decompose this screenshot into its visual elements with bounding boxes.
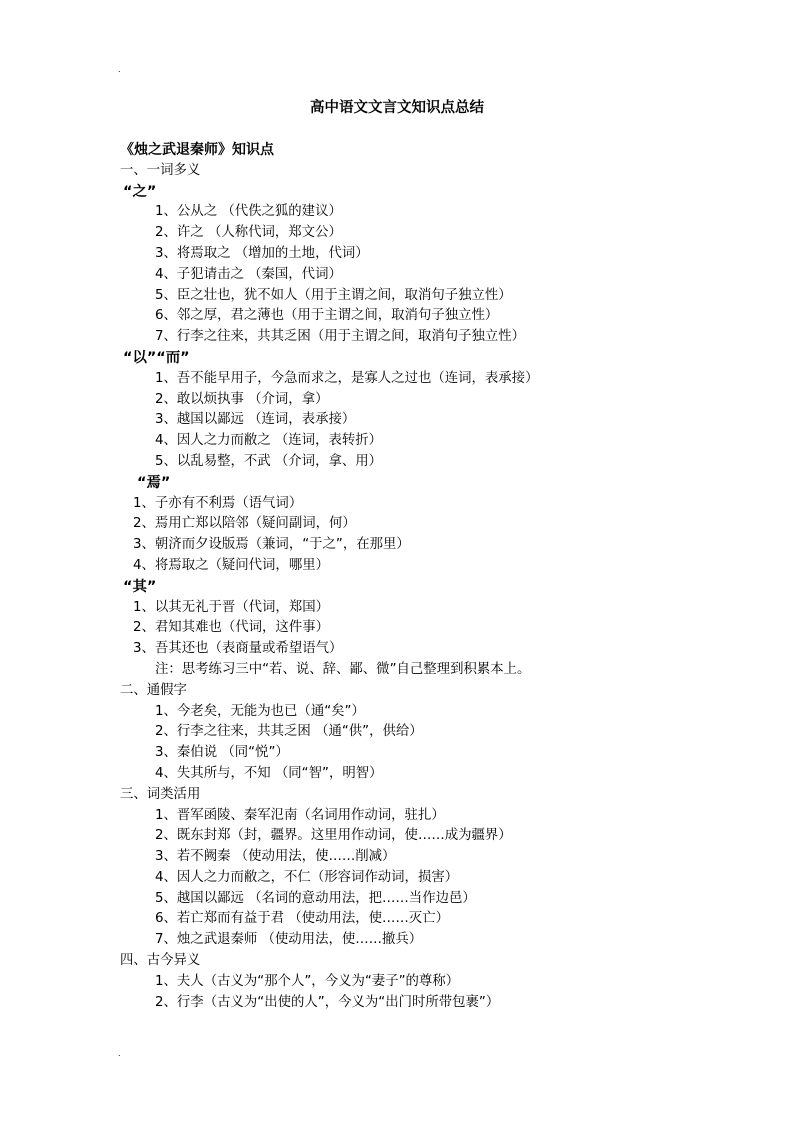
heading-tongjiazi: 二、通假字: [120, 682, 187, 698]
list-item: 2、敢以烦执事 （介词，拿）: [155, 391, 329, 407]
list-item: 1、今老矣，无能为也已（通“矣”）: [155, 703, 365, 719]
list-item: 1、夫人（古义为“那个人”，今义为“妻子”的尊称）: [155, 973, 460, 989]
word-zhi-heading: “之”: [123, 183, 157, 200]
list-item: 1、晋军函陵、秦军氾南（名词用作动词，驻扎）: [155, 807, 445, 823]
word-qi-heading: “其”: [123, 578, 157, 595]
list-item: 6、邻之厚，君之薄也（用于主谓之间，取消句子独立性）: [155, 308, 499, 324]
list-item: 7、行李之往来，共其乏困（用于主谓之间，取消句子独立性）: [155, 329, 526, 345]
bottom-dot-mark: .: [118, 1049, 121, 1058]
list-item: 5、越国以鄙远 （名词的意动用法，把……当作边邑）: [155, 890, 476, 906]
list-item: 2、许之 （人称代词，郑文公）: [155, 225, 342, 241]
list-item: 2、君知其难也（代词，这件事）: [133, 620, 329, 636]
list-item: 3、将焉取之 （增加的土地，代词）: [155, 245, 369, 261]
list-item: 4、因人之力而敝之 （连词，表转折）: [155, 433, 383, 449]
list-item: 3、朝济而夕设版焉（兼词，“于之”，在那里）: [133, 537, 410, 553]
word-yi-er-heading: “以”“而”: [123, 349, 190, 366]
list-item: 3、越国以鄙远 （连词，表承接）: [155, 412, 356, 428]
list-item: 7、烛之武退秦师 （使动用法，使……撤兵）: [155, 932, 423, 948]
section-title: 《烛之武退秦师》知识点: [120, 142, 274, 158]
document-body: [120, 140, 760, 1013]
note-text: 注：思考练习三中“若、说、辞、鄙、微”自己整理到积累本上。: [155, 661, 531, 677]
heading-gujinyiyi: 四、古今异义: [120, 953, 201, 969]
list-item: 4、子犯请击之 （秦国，代词）: [155, 266, 342, 282]
list-item: 2、行李之往来，共其乏困 （通“供”，供给）: [155, 724, 423, 740]
list-item: 3、若不阙秦 （使动用法，使……削减）: [155, 849, 396, 865]
list-item: 2、既东封郑（封，疆界。这里用作动词，使……成为疆界）: [155, 828, 512, 844]
list-item: 4、失其所与，不知 （同“智”，明智）: [155, 765, 383, 781]
list-item: 4、因人之力而敝之，不仁（形容词作动词，损害）: [155, 869, 459, 885]
list-item: 3、秦伯说 （同“悦”）: [155, 745, 289, 761]
heading-yicixiduoyi: 一、一词多义: [120, 162, 201, 178]
list-item: 1、以其无礼于晋（代词，郑国）: [133, 599, 329, 615]
page-title: 高中语文文言文知识点总结: [310, 100, 484, 116]
heading-cileihuoyong: 三、词类活用: [120, 786, 201, 802]
list-item: 5、臣之壮也，犹不如人（用于主谓之间，取消句子独立性）: [155, 287, 512, 303]
list-item: 2、焉用亡郑以陪邻（疑问副词，何）: [133, 516, 356, 532]
list-item: 1、子亦有不利焉（语气词）: [133, 495, 303, 511]
list-item: 4、将焉取之（疑问代词，哪里）: [133, 557, 329, 573]
list-item: 1、吾不能早用子，今急而求之，是寡人之过也（连词，表承接）: [155, 370, 539, 386]
list-item: 6、若亡郑而有益于君 （使动用法，使……灭亡）: [155, 911, 449, 927]
list-item: 5、以乱易整，不武 （介词，拿、用）: [155, 453, 383, 469]
list-item: 1、公从之 （代佚之狐的建议）: [155, 204, 342, 220]
word-yan-heading: “焉”: [137, 474, 171, 491]
top-dot-mark: .: [118, 65, 121, 74]
list-item: 3、吾其还也（表商量或希望语气）: [133, 641, 343, 657]
list-item: 2、行李（古义为“出使的人”，今义为“出门时所带包裹”）: [155, 994, 500, 1010]
